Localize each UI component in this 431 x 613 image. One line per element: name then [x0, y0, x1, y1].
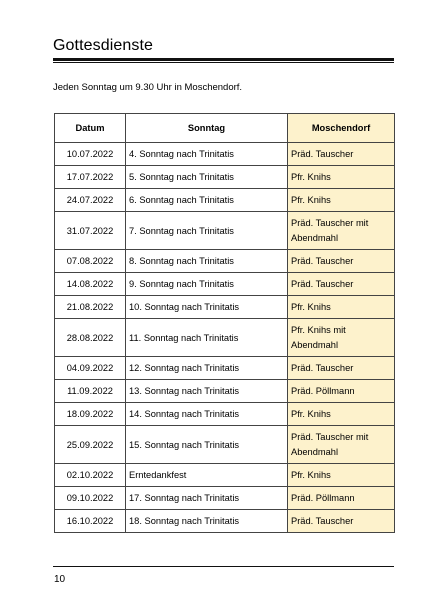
preacher-cell: Präd. Tauscher	[288, 357, 395, 380]
sunday-cell: Erntedankfest	[126, 464, 288, 487]
table-row	[55, 510, 395, 533]
header-date: Datum	[55, 114, 126, 143]
table-row	[55, 357, 395, 380]
table-row	[55, 143, 395, 166]
table-row	[55, 464, 395, 487]
date-cell: 31.07.2022	[55, 212, 126, 250]
preacher-cell: Präd. Tauscher	[288, 250, 395, 273]
date-cell: 21.08.2022	[55, 296, 126, 319]
sunday-cell: 8. Sonntag nach Trinitatis	[126, 250, 288, 273]
page-number: 10	[54, 574, 66, 585]
preacher-cell: Präd. Pöllmann	[288, 487, 395, 510]
table-row	[55, 426, 395, 464]
table-row	[55, 380, 395, 403]
preacher-cell: Pfr. Knihs	[288, 296, 395, 319]
table-row	[55, 487, 395, 510]
preacher-cell: Pfr. Knihs	[288, 166, 395, 189]
table-row	[55, 166, 395, 189]
date-cell: 10.07.2022	[55, 143, 126, 166]
date-cell: 28.08.2022	[55, 319, 126, 357]
table-header-row	[55, 114, 395, 143]
intro-text: Jeden Sonntag um 9.30 Uhr in Moschendorf.	[53, 82, 243, 93]
preacher-cell: Präd. Tauscher	[288, 143, 395, 166]
date-cell: 24.07.2022	[55, 189, 126, 212]
date-cell: 04.09.2022	[55, 357, 126, 380]
preacher-cell: Präd. Tauscher	[288, 510, 395, 533]
sunday-cell: 4. Sonntag nach Trinitatis	[126, 143, 288, 166]
preacher-cell: Pfr. Knihs	[288, 189, 395, 212]
preacher-cell: Pfr. Knihs mit Abendmahl	[288, 319, 395, 357]
header-sunday: Sonntag	[126, 114, 288, 143]
date-cell: 02.10.2022	[55, 464, 126, 487]
date-cell: 11.09.2022	[55, 380, 126, 403]
sunday-cell: 10. Sonntag nach Trinitatis	[126, 296, 288, 319]
table-row	[55, 296, 395, 319]
sunday-cell: 7. Sonntag nach Trinitatis	[126, 212, 288, 250]
preacher-cell: Pfr. Knihs	[288, 464, 395, 487]
date-cell: 17.07.2022	[55, 166, 126, 189]
date-cell: 14.08.2022	[55, 273, 126, 296]
preacher-cell: Präd. Tauscher mit Abendmahl	[288, 426, 395, 464]
sunday-cell: 18. Sonntag nach Trinitatis	[126, 510, 288, 533]
table-row	[55, 189, 395, 212]
sunday-cell: 14. Sonntag nach Trinitatis	[126, 403, 288, 426]
title-rule	[53, 58, 394, 63]
table-row	[55, 273, 395, 296]
sunday-cell: 6. Sonntag nach Trinitatis	[126, 189, 288, 212]
preacher-cell: Pfr. Knihs	[288, 403, 395, 426]
date-cell: 09.10.2022	[55, 487, 126, 510]
sunday-cell: 17. Sonntag nach Trinitatis	[126, 487, 288, 510]
page-title: Gottesdienste	[53, 37, 154, 54]
sunday-cell: 5. Sonntag nach Trinitatis	[126, 166, 288, 189]
table-row	[55, 212, 395, 250]
date-cell: 25.09.2022	[55, 426, 126, 464]
preacher-cell: Präd. Tauscher	[288, 273, 395, 296]
table-row	[55, 319, 395, 357]
sunday-cell: 13. Sonntag nach Trinitatis	[126, 380, 288, 403]
date-cell: 16.10.2022	[55, 510, 126, 533]
preacher-cell: Präd. Pöllmann	[288, 380, 395, 403]
service-schedule-table	[54, 113, 395, 533]
date-cell: 07.08.2022	[55, 250, 126, 273]
sunday-cell: 11. Sonntag nach Trinitatis	[126, 319, 288, 357]
sunday-cell: 15. Sonntag nach Trinitatis	[126, 426, 288, 464]
footer-rule	[53, 566, 394, 567]
sunday-cell: 9. Sonntag nach Trinitatis	[126, 273, 288, 296]
date-cell: 18.09.2022	[55, 403, 126, 426]
table-row	[55, 403, 395, 426]
header-moschendorf: Moschendorf	[288, 114, 395, 143]
preacher-cell: Präd. Tauscher mit Abendmahl	[288, 212, 395, 250]
sunday-cell: 12. Sonntag nach Trinitatis	[126, 357, 288, 380]
table-row	[55, 250, 395, 273]
